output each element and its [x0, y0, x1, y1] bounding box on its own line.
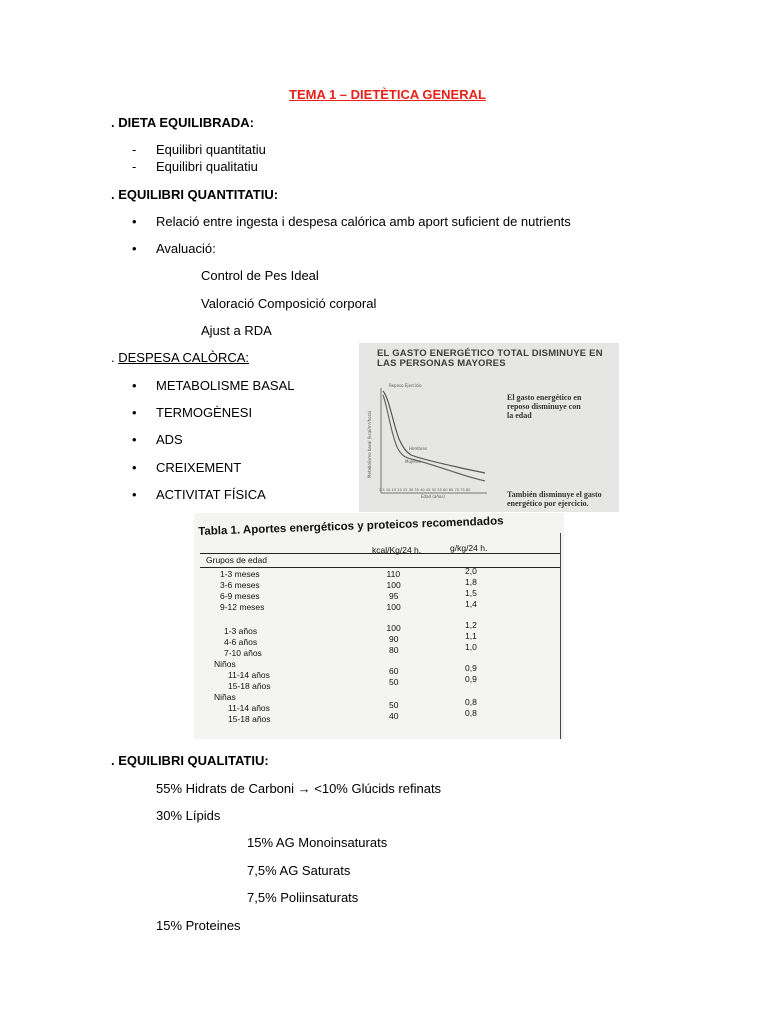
heading-despesa-calorica: . DESPESA CALÒRCA: — [111, 350, 250, 365]
figure-note-exercise: También disminuye el gasto energético por ejercicio. — [507, 490, 602, 508]
table-row-label: 9-12 meses — [220, 602, 265, 612]
table-row-label: 7-10 años — [224, 648, 262, 658]
table-cell-kcal: 80 — [389, 645, 399, 655]
col-header-kcal: kcal/Kg/24 h. — [372, 545, 422, 555]
table-cell-protein: 0,8 — [465, 708, 477, 718]
bullet-marker: • — [132, 487, 137, 502]
list-item: ADS — [156, 432, 183, 447]
table-row-label: 15-18 años — [228, 714, 271, 724]
figure-xlabel: Edad (años) — [421, 494, 445, 499]
table-row-label: 11-14 años — [228, 670, 270, 680]
nutrient-sub-line: 7,5% Poliinsaturats — [247, 890, 359, 905]
bullet-marker: • — [132, 214, 137, 229]
nutrient-line: 15% Proteines — [156, 918, 241, 933]
col-header-age: Grupos de edad — [206, 555, 267, 565]
dash-marker: - — [132, 159, 137, 174]
figure-xticks: 0 5 10 15 20 25 30 35 40 45 50 55 60 65 70 75 80 — [379, 488, 471, 492]
table-cell-kcal: 95 — [389, 591, 399, 601]
bullet-marker: • — [132, 378, 137, 393]
table-cell-kcal: 100 — [386, 580, 401, 590]
list-item: TERMOGÈNESI — [156, 405, 253, 420]
table-cell-kcal: 100 — [386, 623, 401, 633]
nutrient-sub-line: 7,5% AG Saturats — [247, 863, 351, 878]
table-cell-kcal: 50 — [389, 700, 399, 710]
bullet-marker: • — [132, 460, 137, 475]
list-item: Relació entre ingesta i despesa calórica amb aport suficient de nutrients — [156, 214, 571, 229]
curve-hombres — [383, 391, 485, 473]
list-item: Equilibri quantitatiu — [156, 142, 266, 157]
table-row-label: Niñas — [214, 692, 236, 702]
energy-expenditure-figure — [359, 343, 619, 512]
figure-note-rest: El gasto energético en reposo disminuye con la edad — [507, 393, 582, 420]
table-cell-protein: 1,4 — [465, 599, 477, 609]
table-row-label: 4-6 años — [224, 637, 258, 647]
table-row-label: 6-9 meses — [220, 591, 260, 601]
table-row-label: Niños — [214, 659, 236, 669]
nutrient-table — [194, 513, 564, 739]
table-rule-header — [200, 567, 560, 568]
table-cell-kcal: 60 — [389, 666, 399, 676]
sub-item: Control de Pes Ideal — [201, 268, 319, 283]
table-cell-protein: 1,5 — [465, 588, 477, 598]
table-cell-protein: 1,0 — [465, 642, 477, 652]
table-row-label: 3-6 meses — [220, 580, 260, 590]
table-row-label: 1-3 años — [224, 626, 258, 636]
bullet-marker: • — [132, 405, 137, 420]
figure-title: EL GASTO ENERGÉTICO TOTAL DISMINUYE EN LAS PERSONAS MAYORES — [377, 348, 603, 369]
nutrient-line: 55% Hidrats de Carboni → <10% Glúcids refinats — [156, 781, 442, 796]
curve-label-mujeres: Mujeres — [405, 459, 421, 464]
table-cell-protein: 2,0 — [465, 566, 477, 576]
table-cell-protein: 0,9 — [465, 674, 477, 684]
figure-legend: Reposo Ejercicio — [389, 383, 422, 388]
table-cell-protein: 1,2 — [465, 620, 477, 630]
figure-ylabel: Metabolismo basal (kcal/m²/hora) — [367, 410, 372, 478]
table-cell-kcal: 90 — [389, 634, 399, 644]
table-row-label: 11-14 años — [228, 703, 270, 713]
bullet-marker: • — [132, 432, 137, 447]
heading-dieta-equilibrada: . DIETA EQUILIBRADA: — [111, 115, 254, 130]
curve-label-hombres: Hombres — [409, 446, 427, 451]
table-cell-protein: 1,1 — [465, 631, 477, 641]
list-item: ACTIVITAT FÍSICA — [156, 487, 266, 502]
table-cell-kcal: 100 — [386, 602, 401, 612]
nutrient-sub-line: 15% AG Monoinsaturats — [247, 835, 388, 850]
list-item: Avaluació: — [156, 241, 216, 256]
col-header-protein: g/kg/24 h. — [450, 543, 488, 553]
heading-equilibri-quantitatiu: . EQUILIBRI QUANTITATIU: — [111, 187, 279, 202]
sub-item: Valoració Composició corporal — [201, 296, 377, 311]
table-cell-kcal: 40 — [389, 711, 399, 721]
list-item: CREIXEMENT — [156, 460, 242, 475]
bullet-marker: • — [132, 241, 137, 256]
list-item: METABOLISME BASAL — [156, 378, 295, 393]
sub-item: Ajust a RDA — [201, 323, 272, 338]
table-cell-kcal: 50 — [389, 677, 399, 687]
nutrient-line: 30% Lípids — [156, 808, 221, 823]
table-row-label: 15-18 años — [228, 681, 271, 691]
document-title: TEMA 1 – DIETÈTICA GENERAL — [289, 87, 486, 102]
table-cell-protein: 1,8 — [465, 577, 477, 587]
table-row-label: 1-3 meses — [220, 569, 260, 579]
list-item: Equilibri qualitatiu — [156, 159, 258, 174]
figure-plot — [359, 343, 619, 512]
heading-equilibri-qualitatiu: . EQUILIBRI QUALITATIU: — [111, 753, 269, 768]
table-rule-right — [560, 533, 561, 739]
dash-marker: - — [132, 142, 137, 157]
table-cell-kcal: 110 — [386, 569, 401, 579]
table-cell-protein: 0,8 — [465, 697, 477, 707]
table-cell-protein: 0,9 — [465, 663, 477, 673]
table-title: Tabla 1. Aportes energéticos y proteicos recomendados — [198, 515, 504, 538]
